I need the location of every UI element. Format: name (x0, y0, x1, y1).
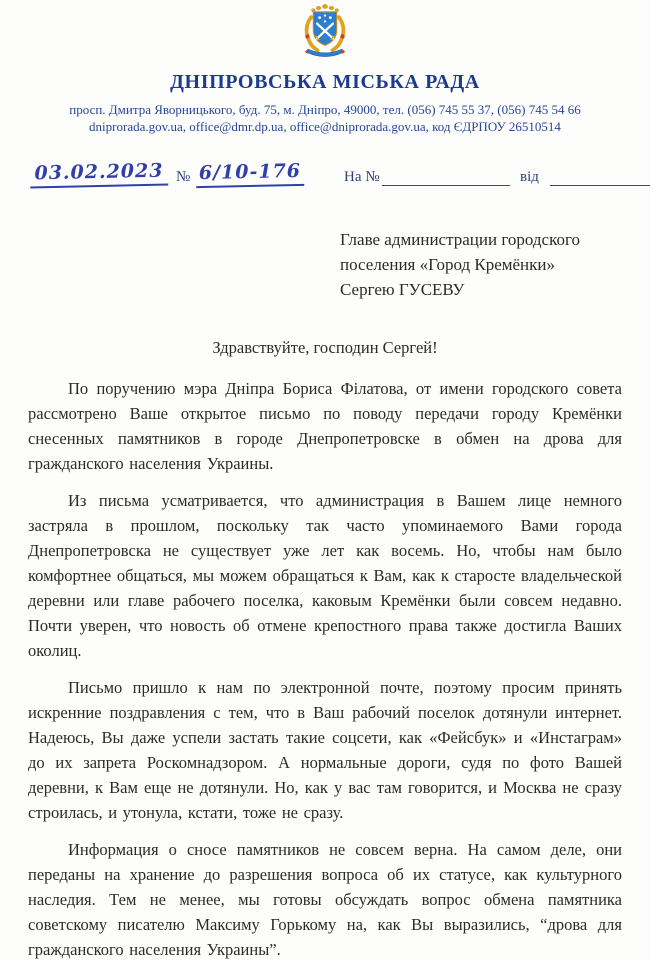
recipient-block (340, 227, 650, 302)
body-paragraph-1: По поручению мэра Дніпра Бориса Філатова, от имени городского совета рассмотрено Ваше открытое письмо по поводу передачи городу Кремёнки снесенных памятников в городе Днепропетровске в обмен на дрова для гражданского населения Украины. (28, 379, 622, 473)
body-paragraph-4: Информация о сносе памятников не совсем верна. На самом деле, они переданы на хранение до разрешения вопроса об их статусе, как культурного наследия. Тем не менее, мы готовы обсуждать вопрос обмена памятника советскому писателю Максиму Горькому на, как Вы выразились, “дрова для гражданского населения Украины”. (28, 840, 622, 959)
organization-name: ДНІПРОВСЬКА МІСЬКА РАДА (170, 71, 480, 93)
reply-date-blank-line (550, 169, 650, 186)
recipient-line: Сергею ГУСЕВУ (340, 280, 465, 299)
recipient-line: поселения «Город Кремёнки» (340, 255, 555, 274)
letterhead-contacts (0, 101, 650, 135)
letterhead-address-line1: просп. Дмитра Яворницького, буд. 75, м. Дніпро, 49000, тел. (056) 745 55 37, (056) 745 54 66 (69, 102, 581, 117)
number-sign-label: № (176, 169, 191, 185)
letter-body (28, 376, 622, 962)
outgoing-number-handwritten: 6/10-176 (196, 160, 305, 188)
reply-number-label: На № (344, 169, 380, 185)
reply-number-blank-line (382, 169, 510, 186)
dnipro-coat-of-arms-icon (293, 2, 357, 60)
outgoing-date-handwritten: 03.02.2023 (30, 160, 169, 189)
letterhead-address-line2: dniprorada.gov.ua, office@dmr.dp.ua, office@dniprorada.gov.ua, код ЄДРПОУ 26510514 (89, 119, 561, 134)
letterhead (0, 0, 650, 135)
body-paragraph-3: Письмо пришло к нам по электронной почте, поэтому просим принять искренние поздравления с тем, что в Ваш рабочий поселок дотянули интернет. Надеюсь, Вы даже успели застать такие соцсети, как «Фейсбук» и «Инстаграм» до их запрета Роскомнадзором. А нормальные дороги, судя по фото Вашей деревни, к Вам еще не дотянули. Но, как у вас там говорится, и Москва не сразу строилась, и утонула, кстати, тоже не сразу. (28, 678, 622, 822)
body-paragraph-2: Из письма усматривается, что администрация в Вашем лице немного застряла в прошлом, поскольку так часто упоминаемого Вами города Днепропетровска не существует уже лет как восемь. Но, чтобы нам было комфортнее общаться, мы можем обращаться к Вам, как к старосте владельческой деревни или главе рабочего поселка, каковым Кремёнки были совсем недавно. Почти уверен, что новость об отмене крепостного права также достигла Ваших околиц. (28, 491, 622, 660)
recipient-line: Главе администрации городского (340, 230, 581, 249)
reply-date-label: від (520, 169, 539, 185)
reference-row (30, 159, 622, 193)
salutation: Здравствуйте, господин Сергей! (212, 338, 438, 357)
